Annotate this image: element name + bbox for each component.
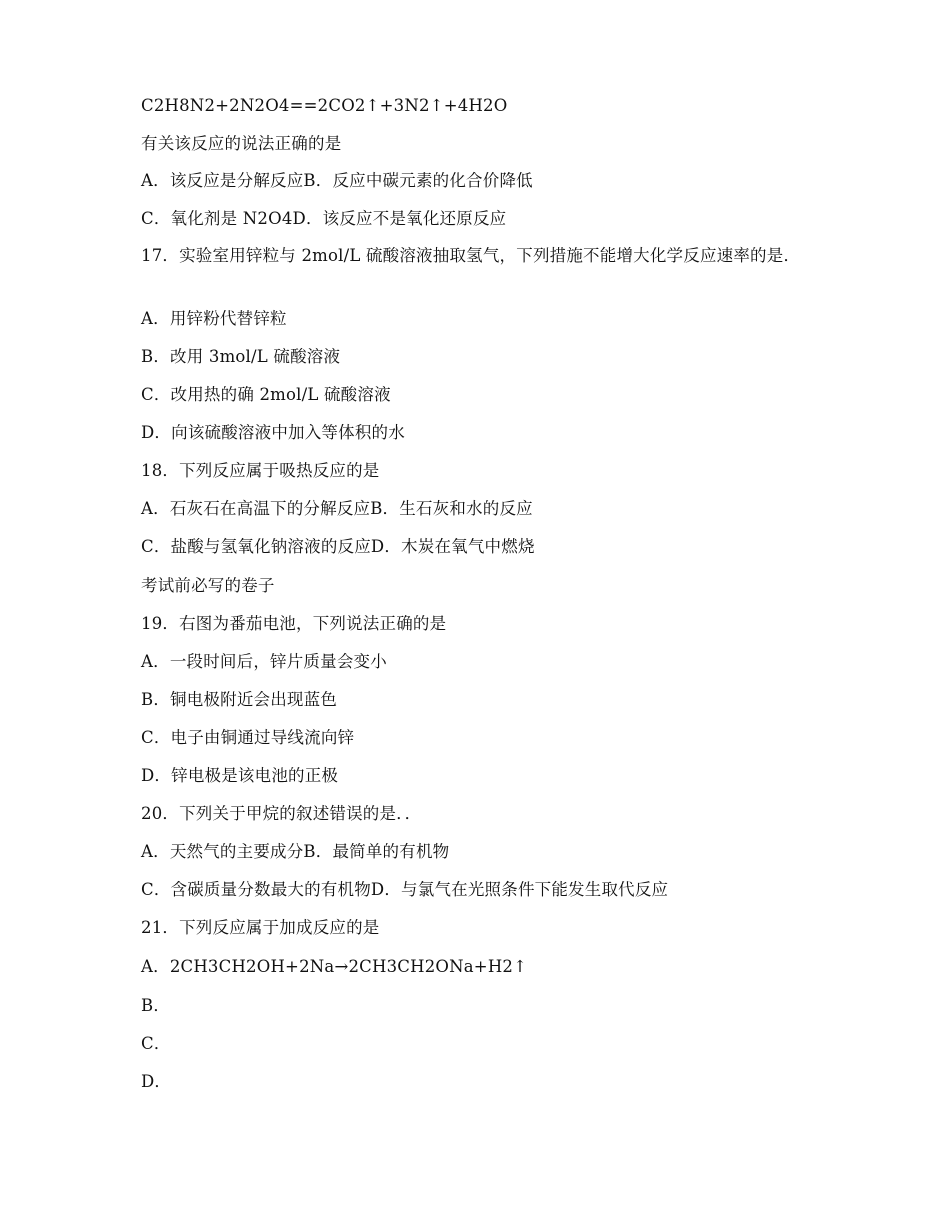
option-line: A．用锌粉代替锌粒 (141, 309, 287, 328)
option-line: B．铜电极附近会出现蓝色 (141, 690, 338, 709)
question-20: 20．下列关于甲烷的叙述错误的是．． (141, 804, 422, 823)
option-line: B． (141, 996, 171, 1015)
question-17: 17．实验室用锌粒与 2mol/L 硫酸溶液抽取氢气，下列措施不能增大化学反应速率的是． (141, 246, 801, 265)
section-note: 考试前必写的卷子 (141, 576, 275, 595)
option-line: C．氧化剂是 N2O4D．该反应不是氧化还原反应 (141, 209, 507, 228)
question-21: 21．下列反应属于加成反应的是 (141, 918, 380, 937)
option-line: A．2CH3CH2OH+2Na→2CH3CH2ONa+H2↑ (141, 957, 528, 976)
option-line: D．锌电极是该电池的正极 (141, 766, 339, 785)
option-line: A．一段时间后，锌片质量会变小 (141, 652, 387, 671)
equation-line: C2H8N2+2N2O4==2CO2↑+3N2↑+4H2O (141, 96, 508, 115)
option-line: A．该反应是分解反应B．反应中碳元素的化合价降低 (141, 171, 533, 190)
option-line: C．改用热的确 2mol/L 硫酸溶液 (141, 385, 391, 404)
option-line: A．石灰石在高温下的分解反应B．生石灰和水的反应 (141, 499, 533, 518)
option-line: D．向该硫酸溶液中加入等体积的水 (141, 423, 405, 442)
option-line: C．含碳质量分数最大的有机物D．与氯气在光照条件下能发生取代反应 (141, 880, 669, 899)
option-line: B．改用 3mol/L 硫酸溶液 (141, 347, 341, 366)
option-line: A．天然气的主要成分B．最简单的有机物 (141, 842, 450, 861)
question-19: 19．右图为番茄电池，下列说法正确的是 (141, 614, 447, 633)
option-line: D． (141, 1072, 172, 1091)
question-stem: 有关该反应的说法正确的是 (141, 134, 342, 153)
option-line: C． (141, 1034, 171, 1053)
question-18: 18．下列反应属于吸热反应的是 (141, 461, 380, 480)
option-line: C．电子由铜通过导线流向锌 (141, 728, 355, 747)
option-line: C．盐酸与氢氧化钠溶液的反应D．木炭在氧气中燃烧 (141, 537, 535, 556)
